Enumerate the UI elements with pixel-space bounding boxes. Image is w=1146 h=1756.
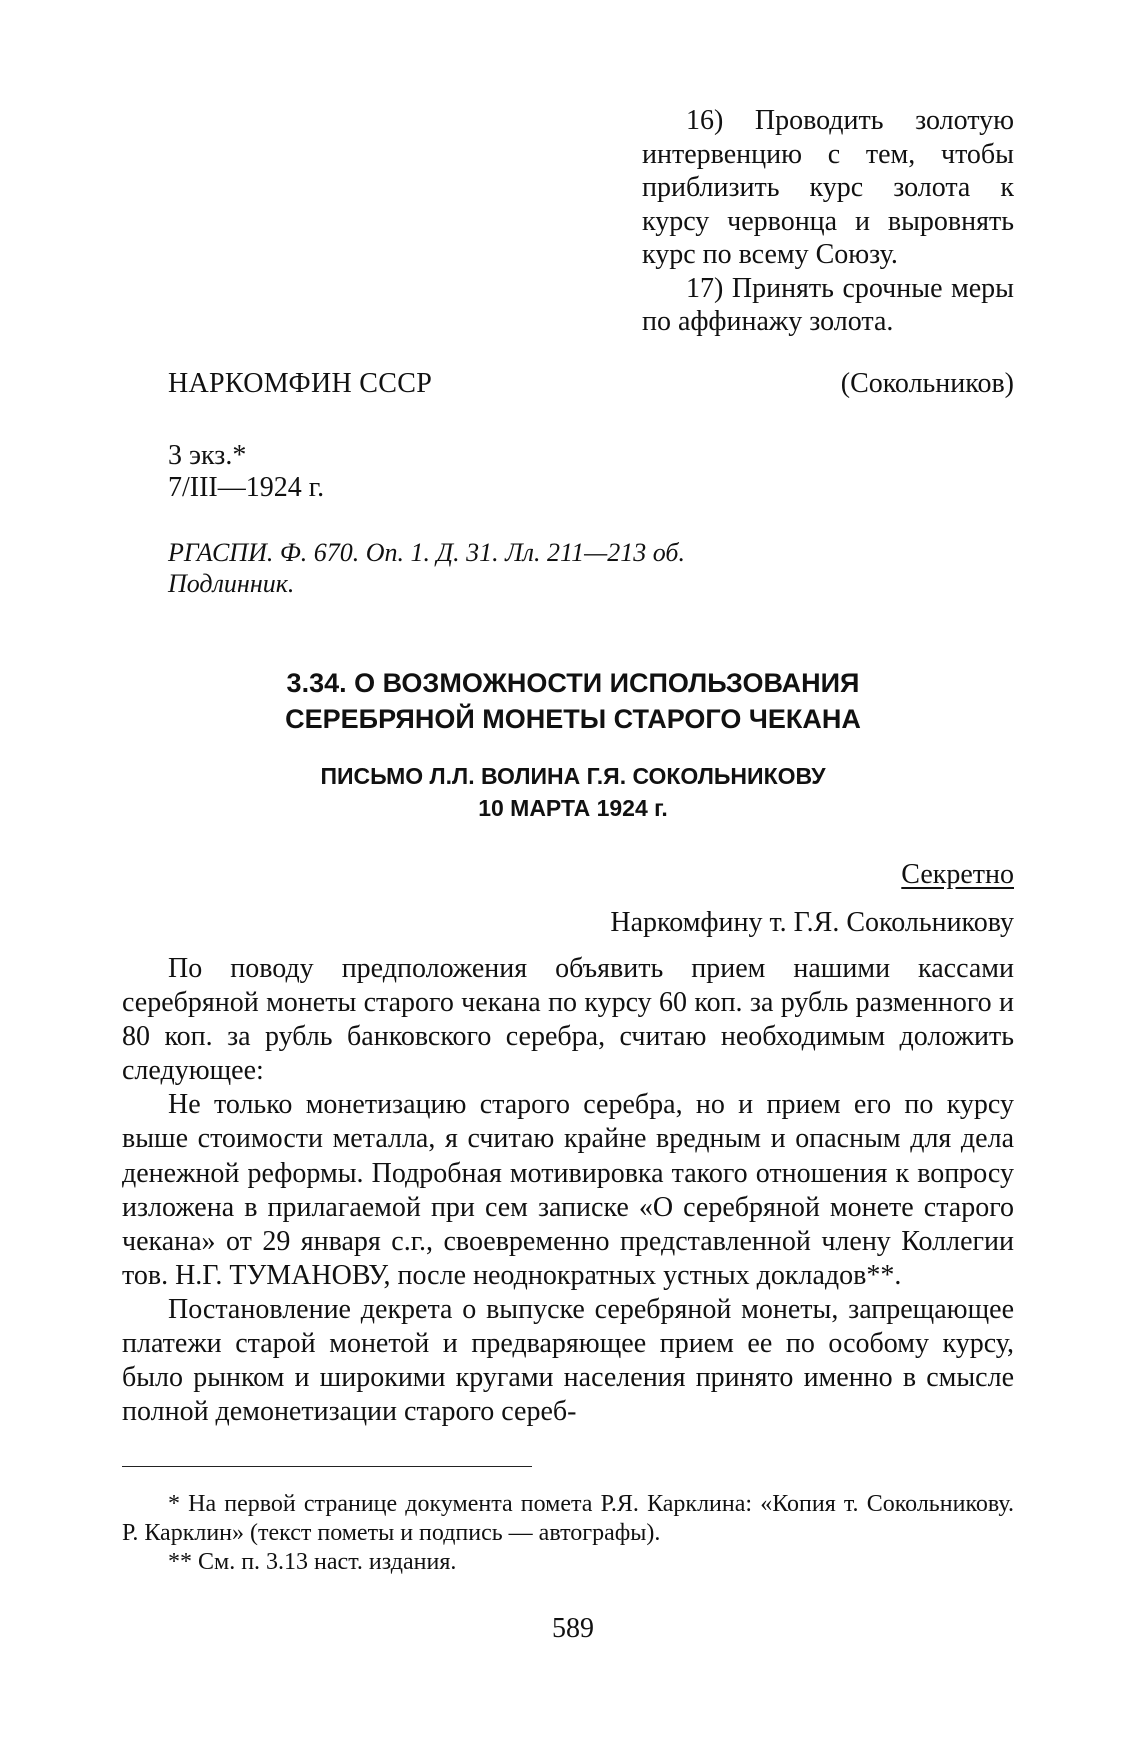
resolution-item-17: 17) Принять срочные меры по аффинажу золота.: [642, 272, 1014, 337]
body-paragraph: Постановление декрета о выпуске серебряной монеты, запрещающее платежи старой монетой и предваряющее прием ее по особому курсу, было рынком и широкими кругами населения принято именно в смысле полной демонетизации старого сереб-: [122, 1293, 1014, 1428]
footnote-divider: [122, 1466, 532, 1467]
section-subtitle-line-2: 10 МАРТА 1924 г.: [478, 795, 668, 821]
signature-name: (Сокольников): [840, 368, 1014, 399]
footnote: * На первой странице документа помета Р.Я. Карклина: «Копия т. Сокольникову. Р. Карклин» (текст пометы и подпись — автографы).: [122, 1491, 1014, 1546]
footnotes: [122, 1490, 1014, 1577]
copies-date: 7/III—1924 г.: [168, 472, 325, 503]
copies-note: [168, 440, 324, 504]
archive-status: Подлинник.: [168, 569, 295, 598]
body-paragraph: Не только монетизацию старого серебра, но и прием его по курсу выше стоимости металла, я считаю крайне вредным и опасным для дела денежной реформы. Подробная мотивировка такого отношения к вопросу изложена в прилагаемой при сем записке «О серебряной монете старого чекана» от 29 января с.г., своевременно представленной члену Коллегии тов. Н.Г. ТУМАНОВУ, после неоднократных устных докладов**.: [122, 1089, 1014, 1291]
section-title: [140, 665, 1006, 737]
signature-organization: НАРКОМФИН СССР: [168, 368, 433, 399]
copies-count: 3 экз.*: [168, 440, 247, 471]
letter-body: [122, 952, 1014, 1429]
classification-mark: Секретно: [901, 859, 1014, 890]
resolution-item-16: 16) Проводить золотую интервенцию с тем, чтобы приблизить курс золота к курсу червонца и выровнять курс по всему Союзу.: [642, 105, 1014, 270]
section-subtitle: [140, 760, 1006, 824]
footnote: ** См. п. 3.13 наст. издания.: [168, 1549, 457, 1575]
archive-citation: РГАСПИ. Ф. 670. Оп. 1. Д. 31. Лл. 211—213 об.: [168, 538, 685, 567]
letter-addressee: Наркомфину т. Г.Я. Сокольникову: [610, 907, 1014, 938]
body-paragraph: По поводу предположения объявить прием нашими кассами серебряной монеты старого чекана по курсу 60 коп. за рубль разменного и 80 коп. за рубль банковского серебра, считаю необходимым доложить следующее:: [122, 953, 1014, 1087]
resolution-items: [642, 104, 1014, 339]
section-subtitle-line-1: ПИСЬМО Л.Л. ВОЛИНА Г.Я. СОКОЛЬНИКОВУ: [320, 763, 826, 789]
archive-reference: [168, 537, 685, 599]
section-title-line-2: СЕРЕБРЯНОЙ МОНЕТЫ СТАРОГО ЧЕКАНА: [285, 704, 861, 734]
page-number: 589: [552, 1613, 594, 1644]
section-title-line-1: 3.34. О ВОЗМОЖНОСТИ ИСПОЛЬЗОВАНИЯ: [286, 668, 860, 698]
